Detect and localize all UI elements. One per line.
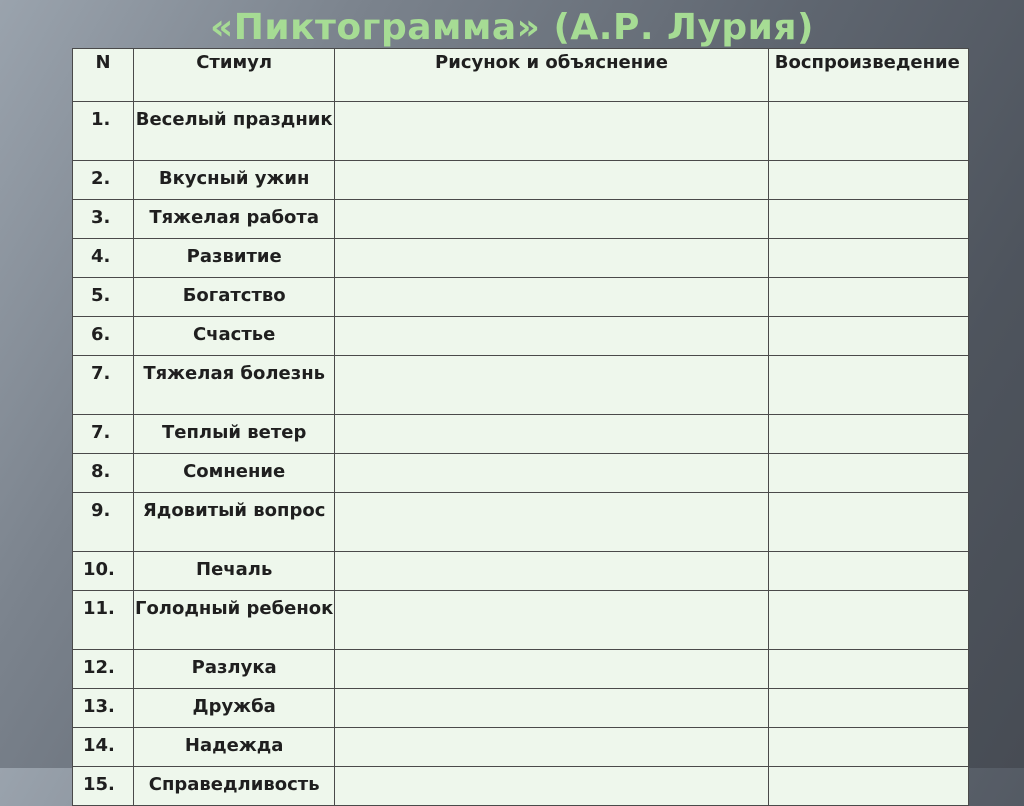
drawing-cell[interactable] — [335, 356, 768, 415]
row-stimulus: Разлука — [134, 650, 335, 689]
table-row — [73, 356, 969, 415]
drawing-cell[interactable] — [335, 728, 768, 767]
table-row — [73, 591, 969, 650]
drawing-cell[interactable] — [335, 454, 768, 493]
reproduction-cell[interactable] — [768, 161, 968, 200]
row-number: 2. — [73, 161, 134, 200]
row-stimulus: Голодный ребенок — [134, 591, 335, 650]
drawing-cell[interactable] — [335, 415, 768, 454]
row-stimulus: Счастье — [134, 317, 335, 356]
drawing-cell[interactable] — [335, 317, 768, 356]
row-stimulus: Вкусный ужин — [134, 161, 335, 200]
row-number: 6. — [73, 317, 134, 356]
table-row — [73, 728, 969, 767]
table-row — [73, 493, 969, 552]
table-row — [73, 161, 969, 200]
reproduction-cell[interactable] — [768, 689, 968, 728]
table-row — [73, 767, 969, 806]
header-stimulus: Стимул — [134, 49, 335, 102]
row-number: 13. — [73, 689, 134, 728]
row-stimulus: Теплый ветер — [134, 415, 335, 454]
table-row — [73, 689, 969, 728]
row-number: 10. — [73, 552, 134, 591]
reproduction-cell[interactable] — [768, 493, 968, 552]
row-stimulus: Дружба — [134, 689, 335, 728]
row-stimulus: Развитие — [134, 239, 335, 278]
row-number: 7. — [73, 356, 134, 415]
header-reproduction: Воспроизведение — [768, 49, 968, 102]
reproduction-cell[interactable] — [768, 728, 968, 767]
header-number: N — [73, 49, 134, 102]
table-row — [73, 102, 969, 161]
table-row — [73, 317, 969, 356]
reproduction-cell[interactable] — [768, 591, 968, 650]
drawing-cell[interactable] — [335, 591, 768, 650]
row-stimulus: Ядовитый вопрос — [134, 493, 335, 552]
row-stimulus: Тяжелая болезнь — [134, 356, 335, 415]
table-row — [73, 552, 969, 591]
row-number: 9. — [73, 493, 134, 552]
row-number: 4. — [73, 239, 134, 278]
row-number: 8. — [73, 454, 134, 493]
row-number: 7. — [73, 415, 134, 454]
row-number: 14. — [73, 728, 134, 767]
table-row — [73, 200, 969, 239]
drawing-cell[interactable] — [335, 493, 768, 552]
drawing-cell[interactable] — [335, 650, 768, 689]
table-header-row — [73, 49, 969, 102]
row-number: 11. — [73, 591, 134, 650]
reproduction-cell[interactable] — [768, 317, 968, 356]
reproduction-cell[interactable] — [768, 356, 968, 415]
page-title: «Пиктограмма» (А.Р. Лурия) — [210, 7, 814, 48]
reproduction-cell[interactable] — [768, 767, 968, 806]
drawing-cell[interactable] — [335, 552, 768, 591]
drawing-cell[interactable] — [335, 278, 768, 317]
table-row — [73, 239, 969, 278]
drawing-cell[interactable] — [335, 767, 768, 806]
drawing-cell[interactable] — [335, 161, 768, 200]
table-row — [73, 415, 969, 454]
reproduction-cell[interactable] — [768, 552, 968, 591]
reproduction-cell[interactable] — [768, 239, 968, 278]
reproduction-cell[interactable] — [768, 650, 968, 689]
row-number: 5. — [73, 278, 134, 317]
reproduction-cell[interactable] — [768, 415, 968, 454]
row-stimulus: Тяжелая работа — [134, 200, 335, 239]
reproduction-cell[interactable] — [768, 200, 968, 239]
row-stimulus: Богатство — [134, 278, 335, 317]
table-row — [73, 278, 969, 317]
row-number: 12. — [73, 650, 134, 689]
row-stimulus: Сомнение — [134, 454, 335, 493]
table-row — [73, 454, 969, 493]
row-stimulus: Веселый праздник — [134, 102, 335, 161]
row-number: 1. — [73, 102, 134, 161]
drawing-cell[interactable] — [335, 102, 768, 161]
drawing-cell[interactable] — [335, 689, 768, 728]
reproduction-cell[interactable] — [768, 102, 968, 161]
row-number: 15. — [73, 767, 134, 806]
row-stimulus: Надежда — [134, 728, 335, 767]
drawing-cell[interactable] — [335, 200, 768, 239]
pictogram-table — [72, 48, 969, 806]
header-drawing: Рисунок и объяснение — [335, 49, 768, 102]
row-stimulus: Справедливость — [134, 767, 335, 806]
row-stimulus: Печаль — [134, 552, 335, 591]
drawing-cell[interactable] — [335, 239, 768, 278]
reproduction-cell[interactable] — [768, 278, 968, 317]
table-row — [73, 650, 969, 689]
row-number: 3. — [73, 200, 134, 239]
reproduction-cell[interactable] — [768, 454, 968, 493]
